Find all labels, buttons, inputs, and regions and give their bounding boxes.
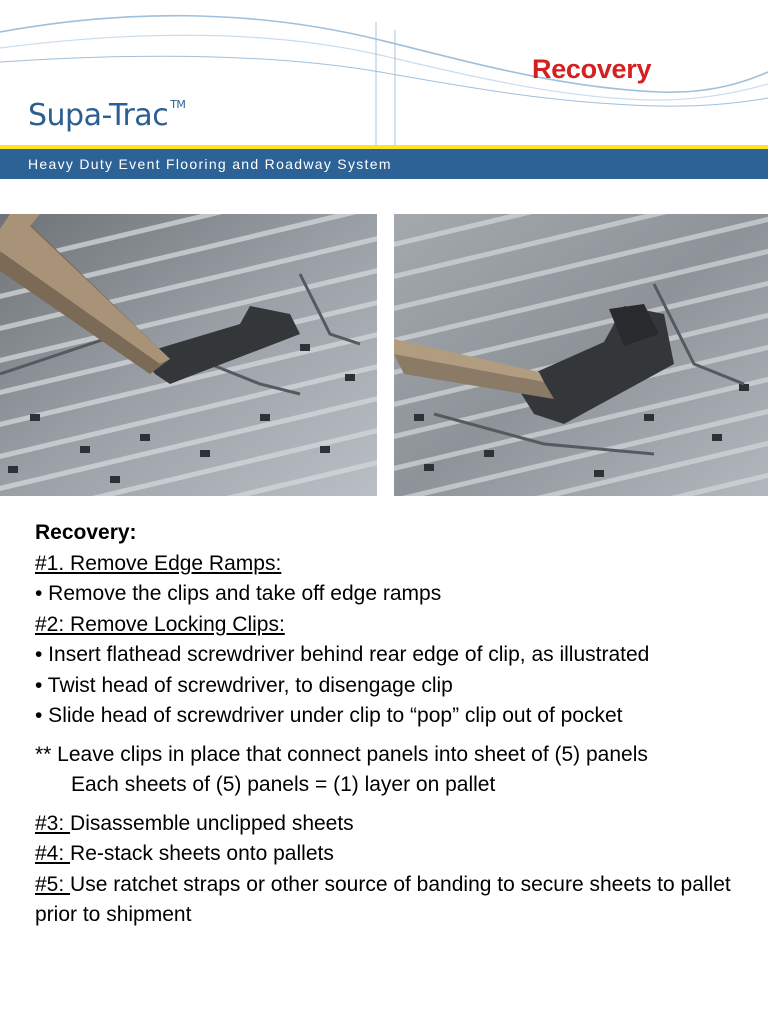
instructions-heading: Recovery:	[35, 521, 137, 544]
photo-left-illustration	[0, 214, 377, 496]
step4	[35, 839, 760, 870]
slide-header	[0, 0, 768, 180]
step2-bullet-2: • Twist head of screwdriver, to disengage clip	[35, 673, 453, 697]
logo-trademark: TM	[170, 98, 186, 111]
note-line-2: Each sheets of (5) panels = (1) layer on pallet	[71, 773, 496, 796]
step4-text: Re-stack sheets onto pallets	[70, 842, 334, 865]
step3	[35, 809, 760, 840]
step5-text: Use ratchet straps or other source of banding to secure sheets to pallet prior to shipment	[35, 872, 731, 926]
step1-title: #1. Remove Edge Ramps:	[35, 551, 282, 575]
photo-screwdriver-twisting-clip	[394, 214, 768, 496]
step5-number: #5:	[35, 872, 71, 896]
step4-number: #4:	[35, 842, 71, 865]
step3-text: Disassemble unclipped sheets	[70, 811, 354, 835]
step2-bullet-3: • Slide head of screwdriver under clip to “pop” clip out of pocket	[35, 704, 623, 727]
step5	[35, 870, 760, 931]
slide-title: Recovery	[532, 54, 652, 84]
step3-number: #3:	[35, 811, 71, 835]
photo-right-illustration	[394, 214, 768, 496]
tagline: Heavy Duty Event Flooring and Roadway System	[28, 156, 392, 172]
logo-text: Supa-Trac	[28, 98, 169, 133]
step2-bullet-1: • Insert flathead screwdriver behind rear edge of clip, as illustrated	[35, 643, 650, 666]
step1-bullet: • Remove the clips and take off edge ramps	[35, 582, 442, 605]
step2-title: #2: Remove Locking Clips:	[35, 612, 285, 636]
photo-screwdriver-behind-clip	[0, 214, 377, 496]
note-line-1: ** Leave clips in place that connect panels into sheet of (5) panels	[35, 742, 648, 766]
supa-trac-logo	[28, 98, 185, 133]
photo-row	[0, 214, 768, 496]
instructions	[35, 518, 760, 931]
